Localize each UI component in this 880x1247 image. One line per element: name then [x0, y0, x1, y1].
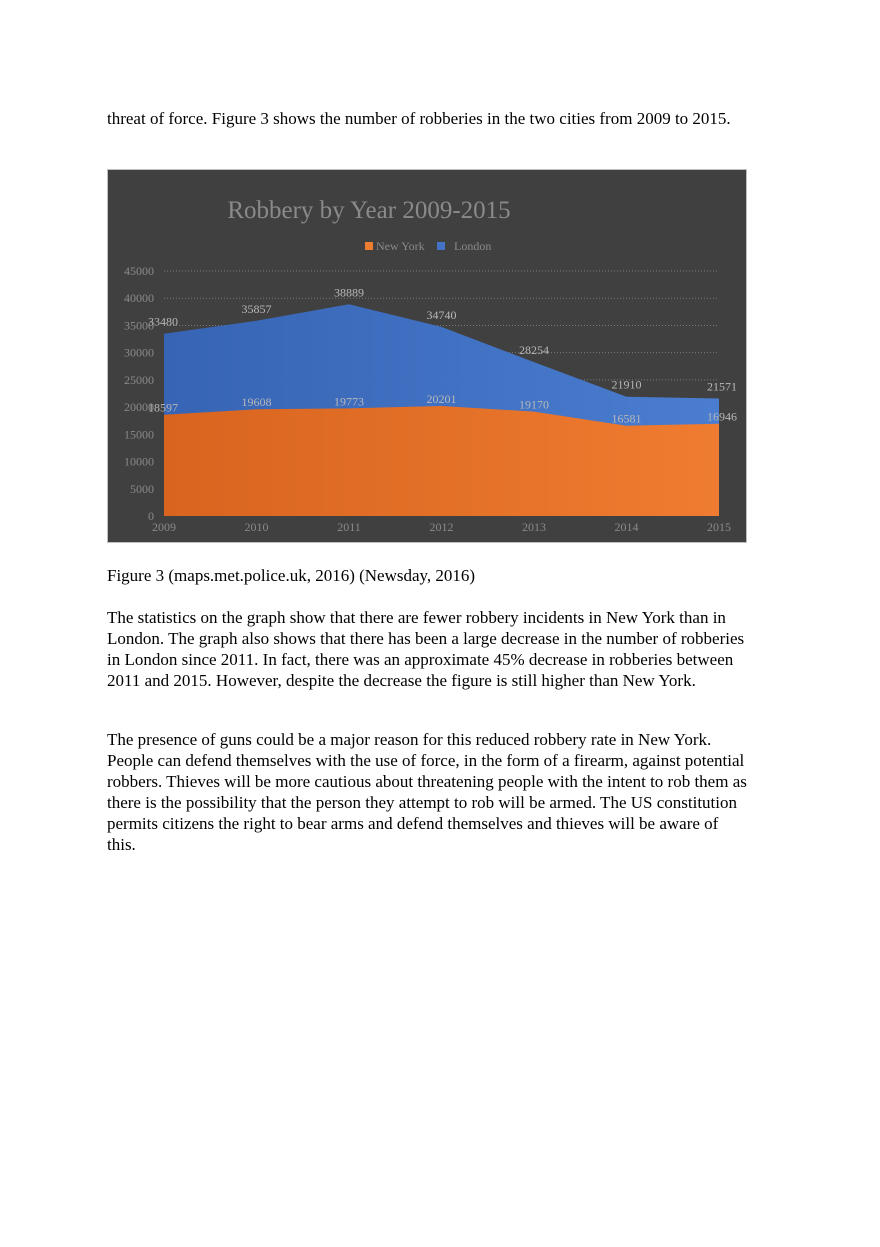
- data-label-new-york: 19608: [241, 395, 272, 410]
- y-tick-label: 15000: [124, 427, 154, 442]
- data-label-london: 21571: [707, 379, 737, 394]
- chart-legend: [365, 239, 491, 253]
- y-tick-label: 10000: [124, 454, 154, 469]
- chart-canvas: [108, 170, 746, 542]
- data-label-london: 28254: [519, 343, 549, 358]
- y-tick-label: 5000: [130, 481, 154, 496]
- data-label-london: 34740: [426, 307, 457, 322]
- y-tick-label: 20000: [124, 400, 154, 415]
- y-tick-label: 35000: [124, 318, 154, 333]
- x-axis-ticks: [152, 520, 731, 534]
- data-label-new-york: 18597: [148, 400, 178, 415]
- data-label-new-york: 16946: [707, 409, 737, 424]
- x-tick-label: 2014: [614, 520, 639, 534]
- x-tick-label: 2010: [244, 520, 269, 534]
- data-label-london: 38889: [334, 285, 364, 300]
- x-tick-label: 2009: [152, 520, 176, 534]
- legend-swatch-london: [437, 242, 445, 250]
- x-tick-label: 2015: [707, 520, 731, 534]
- y-tick-label: 0: [148, 509, 154, 523]
- data-label-london: 35857: [241, 301, 272, 316]
- data-label-new-york: 19773: [334, 394, 364, 409]
- body-paragraph-2: The presence of guns could be a major reason for this reduced robbery rate in New York. People can defend themselves with the use of force, in the form of a firearm, against potential robbers. Thieves will be more cautious about threatening people with the intent to rob them as there is the possibility that the person they attempt to rob will be armed. The US constitution permits citizens the right to bear arms and defend themselves and thieves will be aware of this.: [107, 730, 747, 854]
- x-tick-label: 2013: [522, 520, 546, 534]
- y-tick-label: 40000: [124, 291, 154, 306]
- chart-title: Robbery by Year 2009-2015: [227, 197, 511, 224]
- y-tick-label: 30000: [124, 345, 154, 360]
- series-areas: [164, 301, 719, 516]
- legend-label-new-york: New York: [376, 239, 425, 253]
- legend-label-london: London: [454, 239, 492, 253]
- data-label-new-york: 19170: [519, 397, 549, 412]
- y-tick-label: 45000: [124, 264, 154, 278]
- data-label-new-york: 16581: [611, 411, 642, 426]
- data-label-new-york: 20201: [426, 392, 457, 407]
- x-tick-label: 2012: [429, 520, 454, 534]
- body-paragraph-1: The statistics on the graph show that there are fewer robbery incidents in New York than in London. The graph also shows that there has been a large decrease in the number of robberies in London since 2011. In fact, there was an approximate 45% decrease in robberies between 2011 and 2015. However, despite the decrease the figure is still higher than New York.: [107, 608, 745, 690]
- y-tick-label: 25000: [124, 372, 154, 387]
- data-label-london: 33480: [148, 314, 178, 329]
- x-tick-label: 2011: [337, 520, 361, 534]
- data-label-london: 21910: [611, 377, 642, 392]
- figure-caption: Figure 3 (maps.met.police.uk, 2016) (Newsday, 2016): [107, 566, 476, 585]
- robbery-area-chart: [107, 169, 747, 543]
- y-axis-ticks: [124, 264, 154, 523]
- legend-swatch-new-york: [365, 242, 373, 250]
- intro-text: threat of force. Figure 3 shows the number of robberies in the two cities from 2009 to 2015.: [107, 109, 731, 128]
